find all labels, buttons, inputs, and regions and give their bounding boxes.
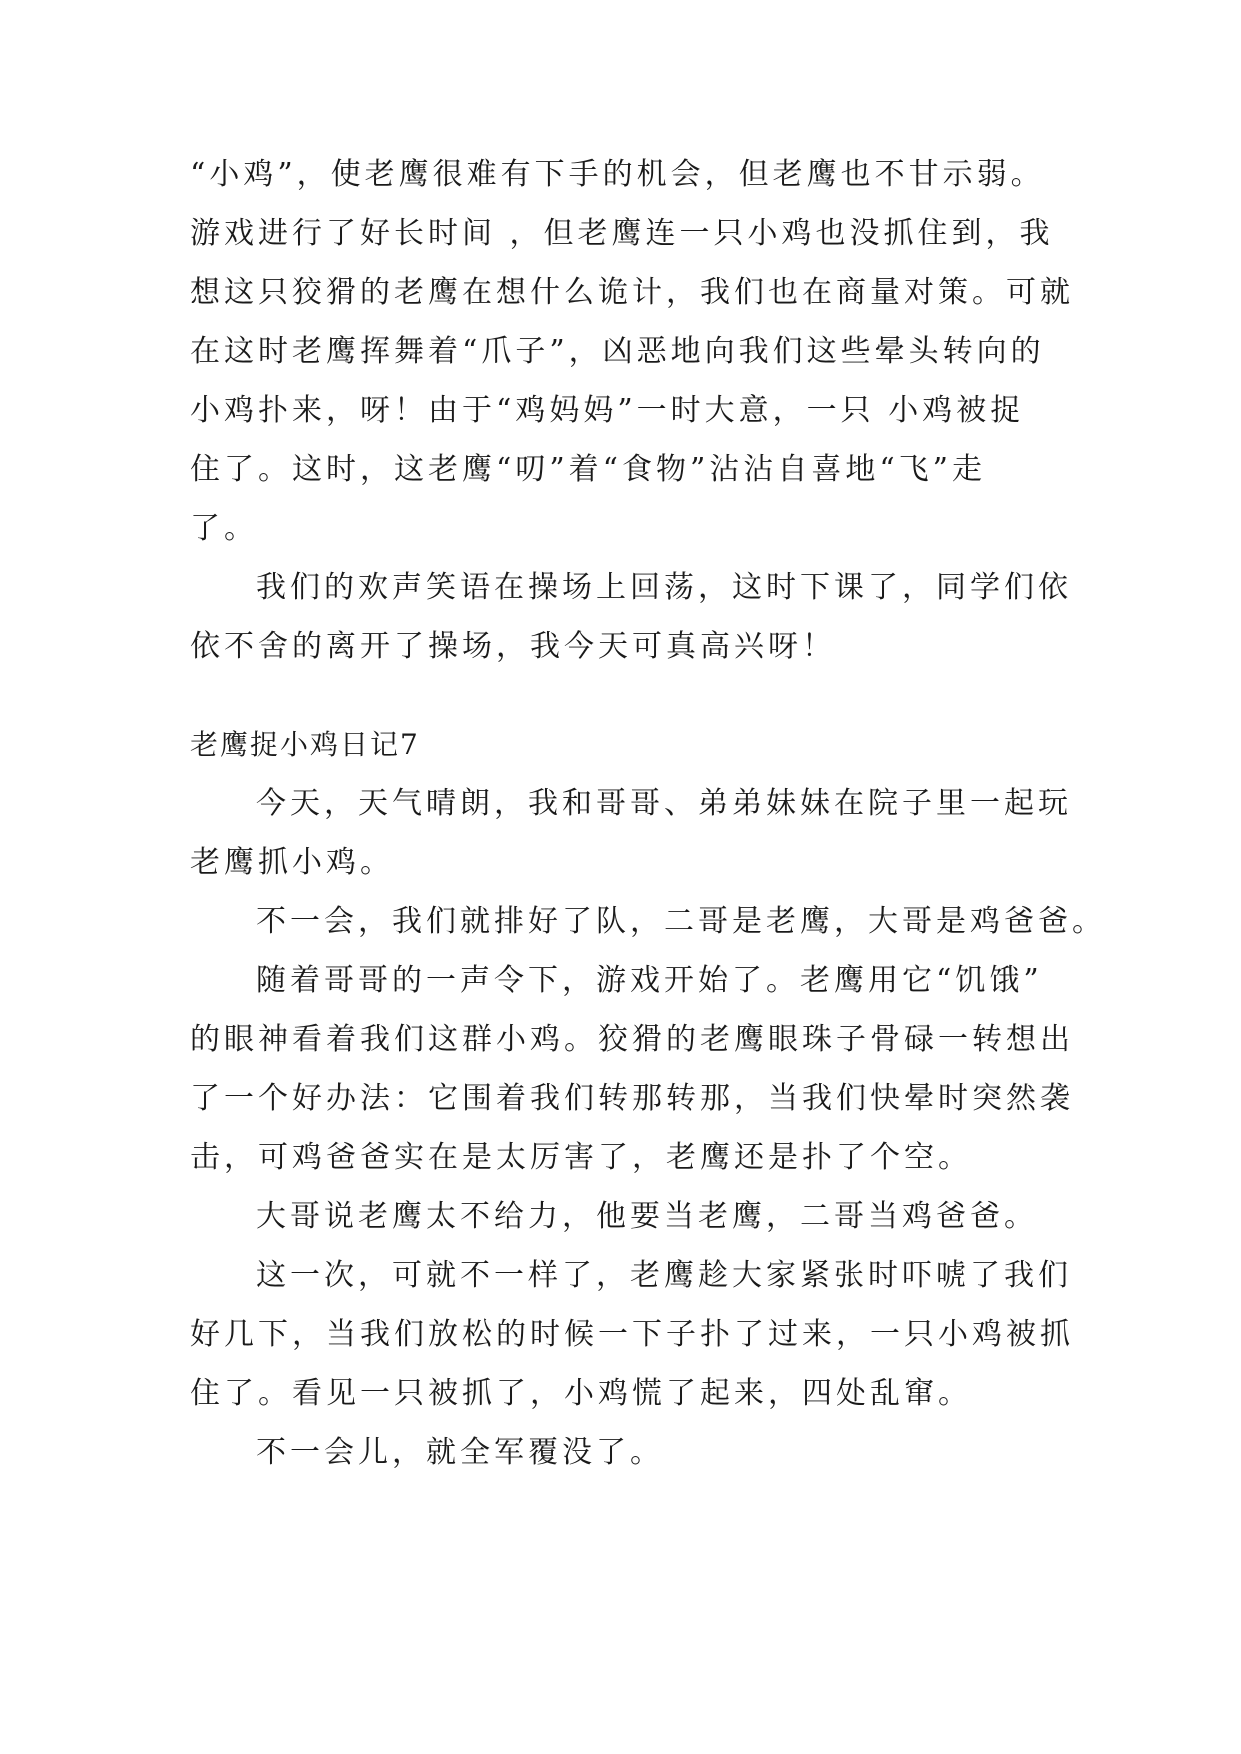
text-line: 了。 <box>190 511 258 546</box>
text-line: 今天，天气晴朗，我和哥哥、弟弟妹妹在院子里一起玩 <box>256 786 1072 821</box>
text-line: 想这只狡猾的老鹰在想什么诡计，我们也在商量对策。可就 <box>190 275 1074 310</box>
text-line: 我们的欢声笑语在操场上回荡，这时下课了，同学们依 <box>256 570 1072 605</box>
text-line: 好几下，当我们放松的时候一下子扑了过来，一只小鸡被抓 <box>190 1317 1074 1352</box>
text-line: 了一个好办法：它围着我们转那转那，当我们快晕时突然袭 <box>190 1081 1074 1116</box>
text-line: 依不舍的离开了操场，我今天可真高兴呀！ <box>190 629 836 664</box>
text-line: 的眼神看着我们这群小鸡。狡猾的老鹰眼珠子骨碌一转想出 <box>190 1022 1074 1057</box>
text-line: 大哥说老鹰太不给力，他要当老鹰，二哥当鸡爸爸。 <box>256 1199 1038 1234</box>
text-line: 不一会，我们就排好了队，二哥是老鹰，大哥是鸡爸爸。 <box>256 904 1106 939</box>
text-line: 不一会儿，就全军覆没了。 <box>256 1435 664 1470</box>
text-line: 游戏进行了好长时间 ，但老鹰连一只小鸡也没抓住到，我 <box>190 216 1054 251</box>
text-line: 住了。看见一只被抓了，小鸡慌了起来，四处乱窜。 <box>190 1376 972 1411</box>
text-line: “小鸡”，使老鹰很难有下手的机会，但老鹰也不甘示弱。 <box>190 157 1045 192</box>
section-heading: 老鹰捉小鸡日记7 <box>190 728 420 761</box>
text-line: 这一次，可就不一样了，老鹰趁大家紧张时吓唬了我们 <box>256 1258 1072 1293</box>
text-line: 在这时老鹰挥舞着“爪子”，凶恶地向我们这些晕头转向的 <box>190 334 1045 369</box>
text-line: 老鹰抓小鸡。 <box>190 845 394 880</box>
document-body <box>190 157 1106 1497</box>
text-line: 击，可鸡爸爸实在是太厉害了，老鹰还是扑了个空。 <box>190 1140 972 1175</box>
text-line: 随着哥哥的一声令下，游戏开始了。老鹰用它“饥饿” <box>256 963 1043 998</box>
text-line: 小鸡扑来，呀！由于“鸡妈妈”一时大意，一只 小鸡被捉 <box>190 393 1025 428</box>
text-line: 住了。这时，这老鹰“叨”着“食物”沾沾自喜地“飞”走 <box>190 452 987 487</box>
